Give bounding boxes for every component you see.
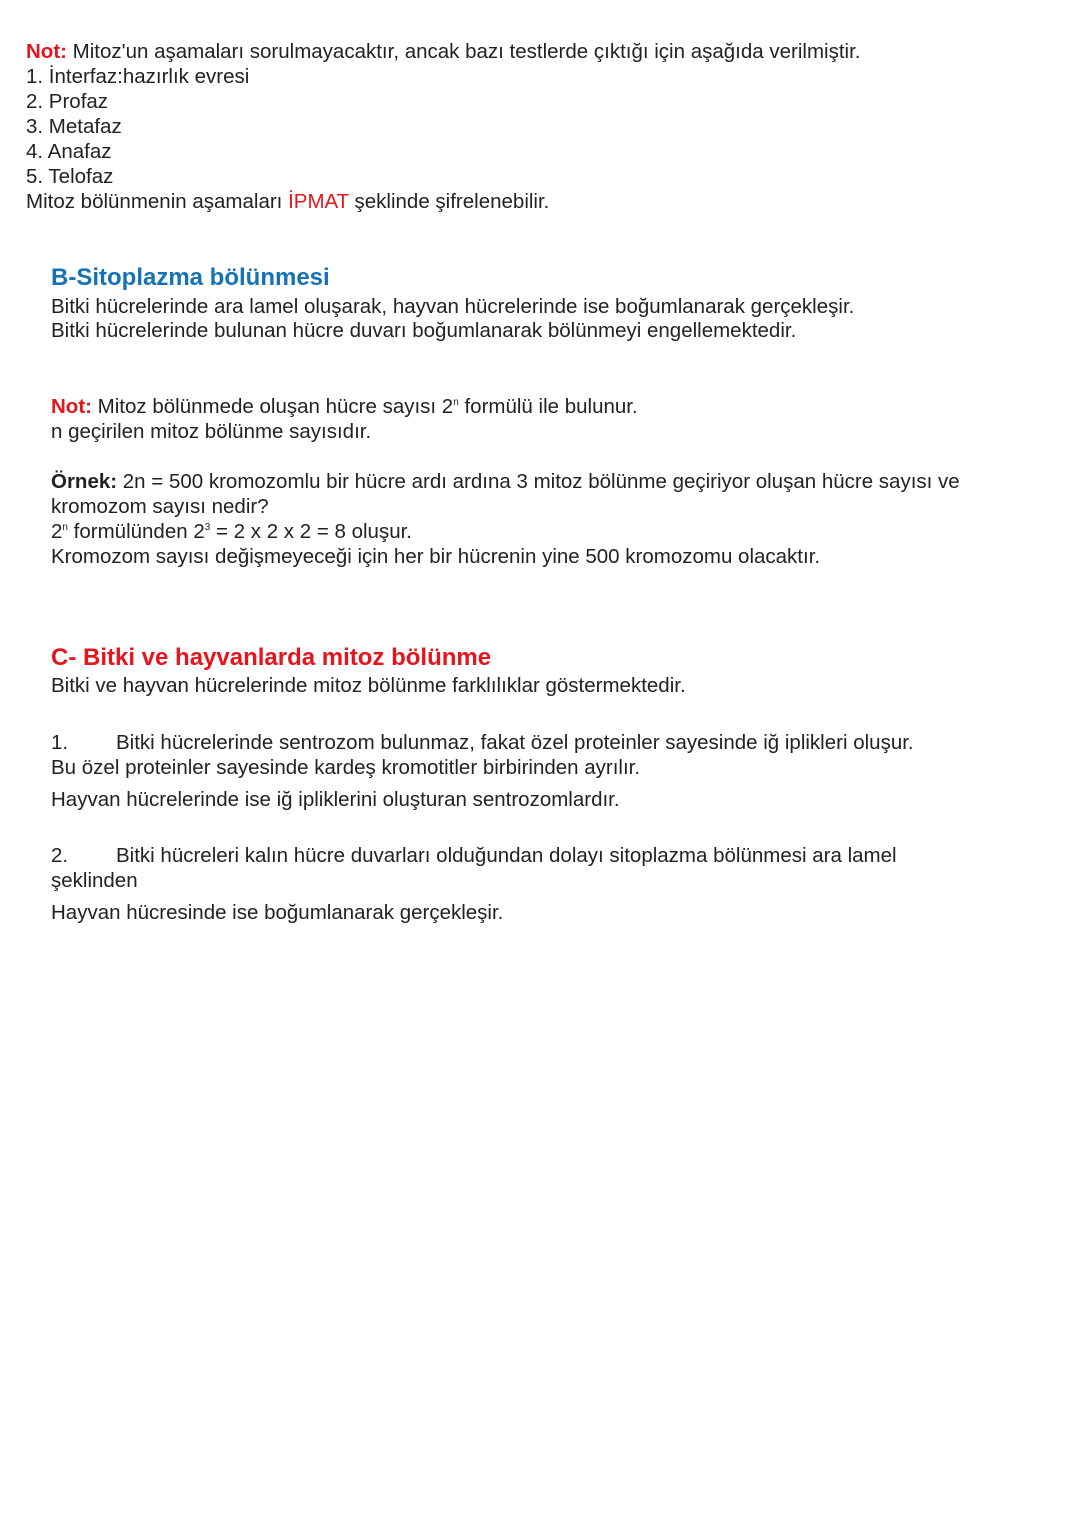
formula-text: Mitoz bölünmede oluşan hücre sayısı 2 xyxy=(91,395,454,418)
list-item-1 xyxy=(51,730,914,755)
calc-text: formülünden 2 xyxy=(67,520,205,543)
note-text: Mitoz'un aşamaları sorulmayacaktır, ancak bazı testlerde çıktığı için aşağıda verilmiştir. xyxy=(66,40,861,63)
note-label: Not: xyxy=(51,395,92,418)
list-line: Hayvan hücresinde ise boğumlanarak gerçekleşir. xyxy=(51,901,504,924)
mnemonic-before: Mitoz bölünmenin aşamaları xyxy=(26,190,289,213)
mnemonic-after: şeklinde şifrelenebilir. xyxy=(348,190,550,213)
list-text: Bitki hücreleri kalın hücre duvarları olduğundan dolayı sitoplazma bölünmesi ara lamel xyxy=(116,844,897,867)
list-text: Bitki hücrelerinde sentrozom bulunmaz, fakat özel proteinler sayesinde iğ iplikleri oluşur. xyxy=(116,731,914,754)
section-b-line: Bitki hücrelerinde bulunan hücre duvarı boğumlanarak bölünmeyi engellemektedir. xyxy=(51,319,797,342)
list-item-2 xyxy=(51,843,897,868)
calc-sup: n xyxy=(62,522,68,533)
section-b-line: Bitki hücrelerinde ara lamel oluşarak, hayvan hücrelerinde ise boğumlanarak gerçekleşir. xyxy=(51,295,855,318)
stage-item: 5. Telofaz xyxy=(26,165,114,188)
example-line: kromozom sayısı nedir? xyxy=(51,495,269,518)
formula-text-after: formülü ile bulunur. xyxy=(458,395,638,418)
example-line: Kromozom sayısı değişmeyeceği için her bir hücrenin yine 500 kromozomu olacaktır. xyxy=(51,545,821,568)
calc-text: 2 xyxy=(51,520,63,543)
list-line: Hayvan hücrelerinde ise iğ ipliklerini oluşturan sentrozomlardır. xyxy=(51,788,620,811)
example-line xyxy=(51,469,960,494)
stages-note xyxy=(26,39,860,64)
example-text: 2n = 500 kromozomlu bir hücre ardı ardına 3 mitoz bölünme geçiriyor oluşan hücre sayısı ve xyxy=(117,470,960,493)
example-label: Örnek: xyxy=(51,470,118,493)
mnemonic-line xyxy=(26,189,549,214)
list-number: 1. xyxy=(51,731,69,754)
formula-note xyxy=(51,394,638,419)
section-c-intro: Bitki ve hayvan hücrelerinde mitoz bölünme farklılıklar göstermektedir. xyxy=(51,674,686,697)
stage-item: 3. Metafaz xyxy=(26,115,122,138)
stage-item: 4. Anafaz xyxy=(26,140,112,163)
note-label: Not: xyxy=(26,40,67,63)
section-b-title: B-Sitoplazma bölünmesi xyxy=(51,264,330,291)
stage-item: 1. İnterfaz:hazırlık evresi xyxy=(26,65,250,88)
formula-sup: n xyxy=(453,397,459,408)
stage-item: 2. Profaz xyxy=(26,90,109,113)
example-calc xyxy=(51,519,412,544)
formula-line: n geçirilen mitoz bölünme sayısıdır. xyxy=(51,420,372,443)
calc-text: = 2 x 2 x 2 = 8 oluşur. xyxy=(210,520,413,543)
section-c-title: C- Bitki ve hayvanlarda mitoz bölünme xyxy=(51,644,492,671)
list-line: Bu özel proteinler sayesinde kardeş kromotitler birbirinden ayrılır. xyxy=(51,756,641,779)
calc-sup: 3 xyxy=(204,522,211,533)
list-line: şeklinden xyxy=(51,869,138,892)
list-number: 2. xyxy=(51,844,69,867)
mnemonic-word: İPMAT xyxy=(288,190,349,213)
